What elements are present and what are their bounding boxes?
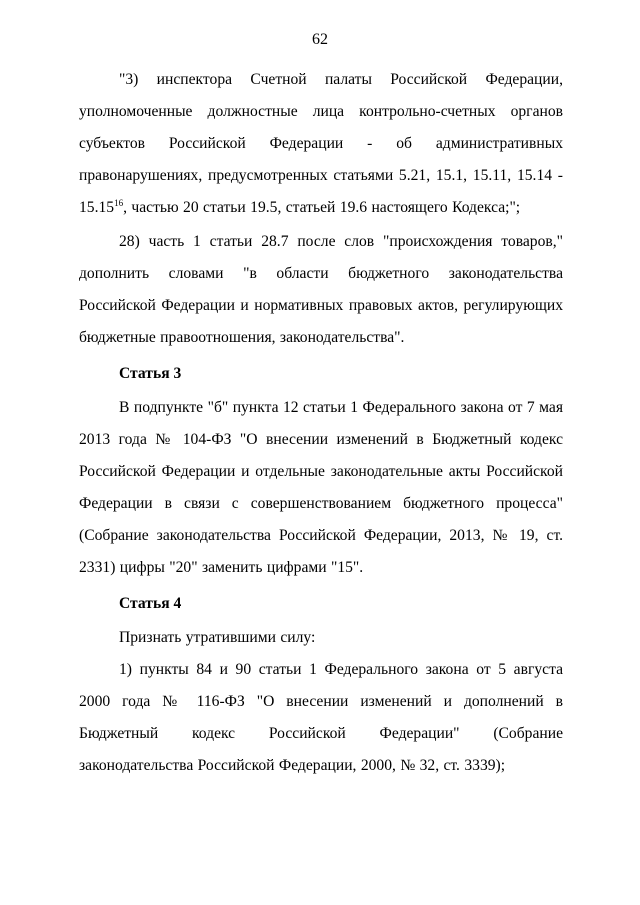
article-3-paragraph: В подпункте "б" пункта 12 статьи 1 Федерального закона от 7 мая 2013 года № 104-ФЗ "О внесении изменений в Бюджетный кодекс Российской Федерации и отдельные законодательные акты Российской Федерации в связи с совершенствованием бюджетного процесса" (Собрание законодательства Российской Федерации, 2013, № 19, ст. 2331) цифры "20" заменить цифрами "15". xyxy=(79,399,563,576)
paragraph-item-3 xyxy=(79,64,563,224)
page-number: 62 xyxy=(312,31,328,48)
paragraph-text-tail: , частью 20 статьи 19.5, статьей 19.6 настоящего Кодекса;"; xyxy=(123,199,521,216)
article-4-intro: Признать утратившими силу: xyxy=(119,629,316,646)
document-body xyxy=(79,64,563,782)
footnote-superscript: 16 xyxy=(114,198,124,208)
paragraph-text: "3) инспектора Счетной палаты Российской Федерации, уполномоченные должностные лица контрольно-счетных органов субъектов Российской Федерации - об административных правонарушениях, предусмотренных статьями 5.21, 15.1, 15.11, 15.14 - 15.15 xyxy=(79,71,563,216)
article-4-item-1: 1) пункты 84 и 90 статьи 1 Федерального закона от 5 августа 2000 года № 116-ФЗ "О внесении изменений и дополнений в Бюджетный кодекс Российской Федерации" (Собрание законодательства Российской Федерации, 2000, № 32, ст. 3339); xyxy=(79,661,563,774)
article-4-heading: Статья 4 xyxy=(119,595,182,612)
article-3-heading: Статья 3 xyxy=(119,365,182,382)
paragraph-item-28: 28) часть 1 статьи 28.7 после слов "происхождения товаров," дополнить словами "в области бюджетного законодательства Российской Федерации и нормативных правовых актов, регулирующих бюджетные правоотношения, законодательства". xyxy=(79,233,563,346)
